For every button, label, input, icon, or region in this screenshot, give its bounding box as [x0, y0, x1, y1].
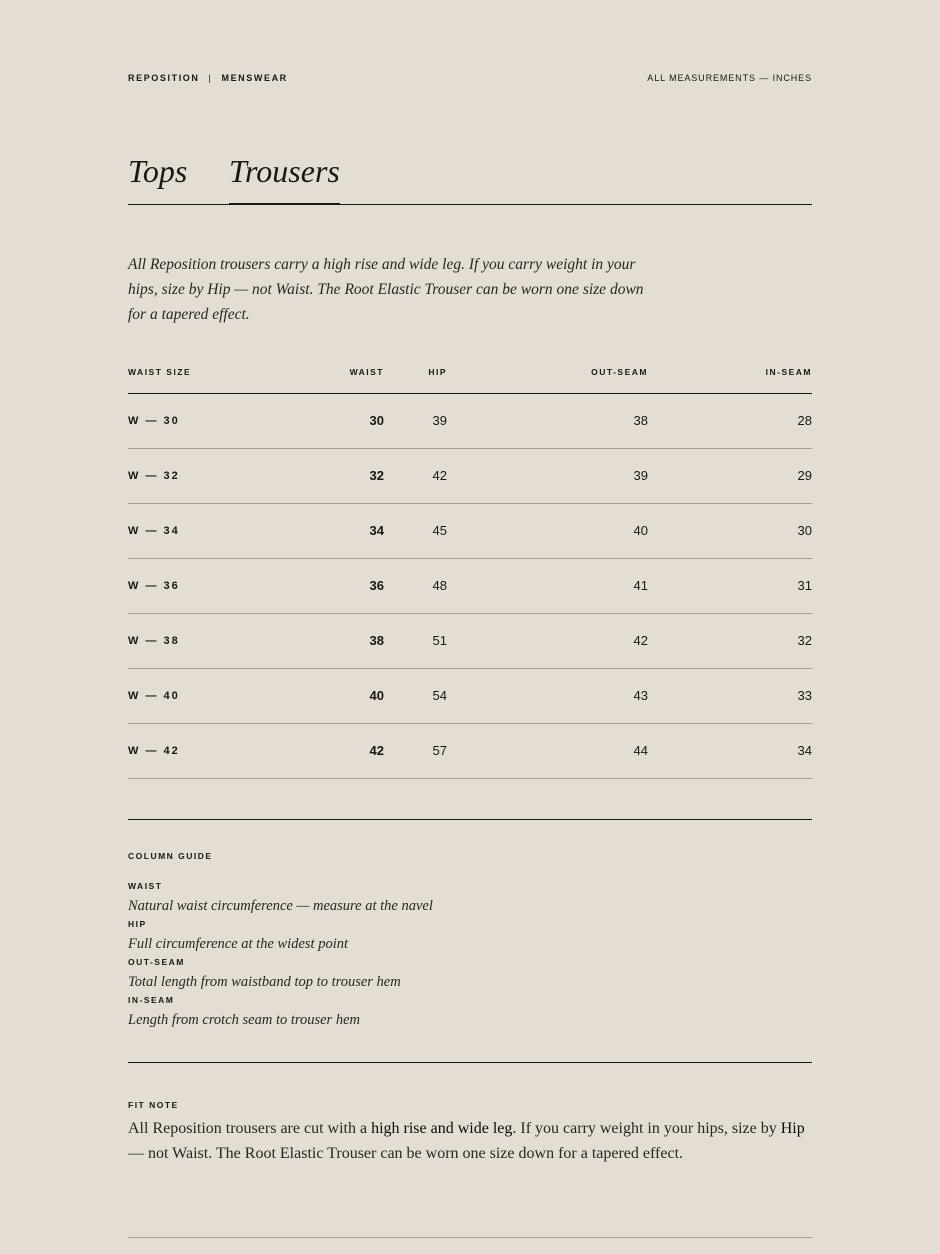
column-header-hip: HIP	[428, 367, 447, 377]
waist-value: 40	[369, 688, 384, 703]
hip-value: 39	[432, 413, 447, 428]
out-seam-value: 38	[633, 413, 648, 428]
waist-value: 42	[369, 743, 384, 758]
guide-desc-waist: Natural waist circumference — measure at the navel	[128, 898, 433, 914]
column-header-in-seam: IN-SEAM	[765, 367, 812, 377]
fit-note-part: — not Waist. The Root Elastic Trouser can be worn one size down for a tapered effect.	[128, 1145, 684, 1162]
size-table-body	[128, 394, 812, 779]
table-header	[128, 367, 812, 394]
in-seam-value: 32	[797, 633, 812, 648]
table-row	[128, 504, 812, 559]
in-seam-value: 31	[797, 578, 812, 593]
bottom-divider	[128, 1237, 812, 1238]
top-bar	[128, 73, 812, 85]
waist-value: 32	[369, 468, 384, 483]
fit-note	[128, 1100, 812, 1166]
guide-term-hip: HIP	[128, 919, 147, 929]
size-label: W — 42	[128, 745, 180, 757]
guide-term-in-seam: IN-SEAM	[128, 995, 175, 1005]
brand-line	[128, 73, 288, 83]
out-seam-value: 41	[633, 578, 648, 593]
size-label: W — 38	[128, 635, 180, 647]
table-row	[128, 559, 812, 614]
table-row	[128, 394, 812, 449]
guide-desc-hip: Full circumference at the widest point	[128, 936, 348, 952]
tab-trousers[interactable]: Trousers	[229, 151, 340, 205]
waist-value: 30	[369, 413, 384, 428]
in-seam-value: 29	[797, 468, 812, 483]
units-note: ALL MEASUREMENTS — INCHES	[647, 73, 812, 83]
hip-value: 51	[432, 633, 447, 648]
out-seam-value: 44	[633, 743, 648, 758]
column-guide	[128, 819, 812, 1063]
size-label: W — 34	[128, 525, 180, 537]
in-seam-value: 34	[797, 743, 812, 758]
table-row	[128, 449, 812, 504]
in-seam-value: 28	[797, 413, 812, 428]
tab-tops[interactable]: Tops	[128, 153, 188, 189]
section-name[interactable]: MENSWEAR	[221, 73, 288, 83]
out-seam-value: 43	[633, 688, 648, 703]
category-tabs	[128, 148, 812, 205]
in-seam-value: 30	[797, 523, 812, 538]
fit-note-emphasis: Hip	[780, 1120, 805, 1137]
brand-separator: |	[208, 73, 213, 83]
out-seam-value: 42	[633, 633, 648, 648]
table-row	[128, 724, 812, 779]
guide-term-out-seam: OUT-SEAM	[128, 957, 185, 967]
guide-desc-out-seam: Total length from waistband top to trouser hem	[128, 974, 401, 990]
fit-note-emphasis: high rise and wide leg	[371, 1120, 513, 1137]
table-row	[128, 669, 812, 724]
hip-value: 48	[432, 578, 447, 593]
hip-value: 54	[432, 688, 447, 703]
size-label: W — 30	[128, 415, 180, 427]
guide-desc-in-seam: Length from crotch seam to trouser hem	[128, 1012, 360, 1028]
in-seam-value: 33	[797, 688, 812, 703]
hip-value: 45	[432, 523, 447, 538]
column-header-waist-size: WAIST SIZE	[128, 367, 192, 377]
waist-value: 38	[369, 633, 384, 648]
out-seam-value: 39	[633, 468, 648, 483]
waist-value: 36	[369, 578, 384, 593]
table-row	[128, 614, 812, 669]
hip-value: 42	[432, 468, 447, 483]
hip-value: 57	[432, 743, 447, 758]
brand-name[interactable]: REPOSITION	[128, 73, 200, 83]
guide-term-waist: WAIST	[128, 881, 163, 891]
waist-value: 34	[369, 523, 384, 538]
fit-note-part: . If you carry weight in your hips, size by	[512, 1120, 781, 1137]
column-header-waist: WAIST	[349, 367, 384, 377]
fit-note-title: FIT NOTE	[128, 1100, 179, 1110]
size-label: W — 36	[128, 580, 180, 592]
fit-note-part: All Reposition trousers are cut with a	[128, 1120, 372, 1137]
column-guide-title: COLUMN GUIDE	[128, 851, 213, 861]
out-seam-value: 40	[633, 523, 648, 538]
intro-text: All Reposition trousers carry a high rise and wide leg. If you carry weight in your hips, size by Hip — not Waist. The Root Elastic Trouser can be worn one size down for a tapered effect.	[128, 256, 644, 323]
fit-note-text	[128, 1116, 812, 1166]
size-label: W — 40	[128, 690, 180, 702]
size-label: W — 32	[128, 470, 180, 482]
column-header-out-seam: OUT-SEAM	[591, 367, 648, 377]
